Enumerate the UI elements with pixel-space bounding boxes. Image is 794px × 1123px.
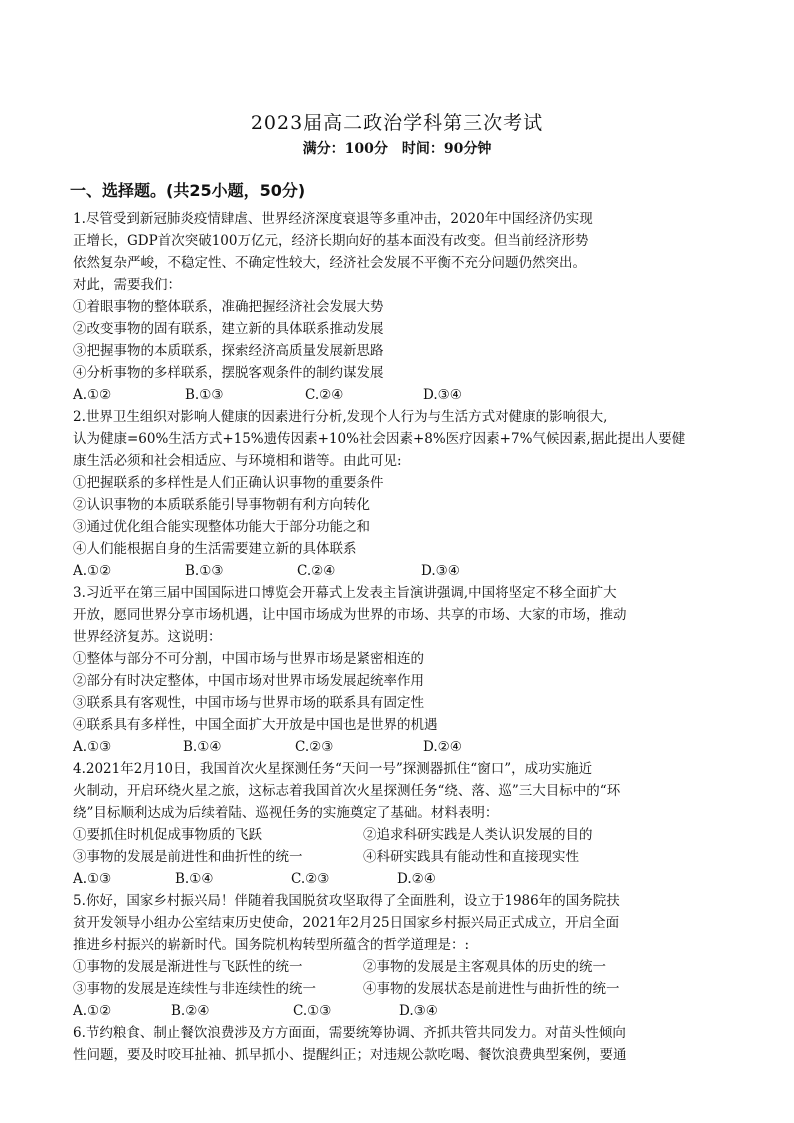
choice-c: C.②④ xyxy=(297,563,336,579)
question-1-option: ①着眼事物的整体联系，准确把握经济社会发展大势 xyxy=(73,299,384,315)
question-4-stem-line: 火制动，开启环绕火星之旅，这标志着我国首次火星探测任务“绕、落、巡”三大目标中的“环 xyxy=(73,783,621,799)
question-2-option: ②认识事物的本质联系能引导事物朝有利方向转化 xyxy=(73,497,370,513)
question-list xyxy=(73,208,723,1066)
choice-d: D.③④ xyxy=(421,563,460,579)
question-6-stem-line: 6.节约粮食、制止餐饮浪费涉及方方面面，需要统筹协调、齐抓共管共同发力。对苗头性倾向 xyxy=(73,1025,626,1041)
question-5-option-row xyxy=(73,978,723,1000)
exam-title: 2023届高二政治学科第三次考试 xyxy=(250,112,544,134)
question-1-option: ③把握事物的本质联系，探索经济高质量发展新思路 xyxy=(73,343,384,359)
question-2-option: ③通过优化组合能实现整体功能大于部分功能之和 xyxy=(73,519,370,535)
question-1-option: ④分析事物的多样联系，摆脱客观条件的制约谋发展 xyxy=(73,365,384,381)
question-4-option: ④科研实践具有能动性和直接现实性 xyxy=(363,849,579,865)
choice-c: C.②③ xyxy=(291,871,330,887)
question-5-choices xyxy=(73,1000,723,1022)
question-5-option: ①事物的发展是渐进性与飞跃性的统一 xyxy=(73,959,303,975)
choice-d: D.②④ xyxy=(423,739,462,755)
question-4-stem-line: 4.2021年2月10日，我国首次火星探测任务“天问一号”探测器抓住“窗口”，成功实施近 xyxy=(73,761,593,777)
question-5-stem-line: 推进乡村振兴的崭新时代。国务院机构转型所蕴含的哲学道理是：: xyxy=(73,937,470,953)
question-5-stem-line: 5.你好，国家乡村振兴局！伴随着我国脱贫攻坚取得了全面胜利，设立于1986年的国务院扶 xyxy=(73,893,620,909)
question-4-choices xyxy=(73,868,723,890)
question-3-option: ②部分有时决定整体，中国市场对世界市场发展起统率作用 xyxy=(73,673,424,689)
question-1-stem-line: 1.尽管受到新冠肺炎疫情肆虐、世界经济深度衰退等多重冲击，2020年中国经济仍实现 xyxy=(73,211,593,227)
choice-a: A.①③ xyxy=(73,871,112,887)
question-2-stem-line: 康生活必须和社会相适应、与环境相和谐等。由此可见: xyxy=(73,453,402,469)
choice-a: A.①② xyxy=(73,1003,112,1019)
question-1-stem-line: 依然复杂严峻，不稳定性、不确定性较大，经济社会发展不平衡不充分问题仍然突出。 xyxy=(73,255,586,271)
choice-b: B.①③ xyxy=(185,563,224,579)
question-2-option: ①把握联系的多样性是人们正确认识事物的重要条件 xyxy=(73,475,384,491)
question-5-option: ④事物的发展状态是前进性与曲折性的统一 xyxy=(363,981,620,997)
question-3-stem-line: 世界经济复苏。这说明： xyxy=(73,629,222,645)
question-4-option: ②追求科研实践是人类认识发展的目的 xyxy=(363,827,593,843)
question-3-choices xyxy=(73,736,723,758)
question-2-option: ④人们能根据自身的生活需要建立新的具体联系 xyxy=(73,541,357,557)
choice-a: A.①③ xyxy=(73,739,112,755)
question-1-option: ②改变事物的固有联系，建立新的具体联系推动发展 xyxy=(73,321,384,337)
question-3-option: ①整体与部分不可分割，中国市场与世界市场是紧密相连的 xyxy=(73,651,424,667)
question-5-option-row xyxy=(73,956,723,978)
question-5-stem-line: 贫开发领导小组办公室结束历史使命，2021年2月25日国家乡村振兴局正式成立，开启全面 xyxy=(73,915,620,931)
question-6-stem-line: 性问题，要及时咬耳扯袖、抓早抓小、提醒纠正；对违规公款吃喝、餐饮浪费典型案例，要通 xyxy=(73,1047,627,1063)
choice-c: C.②④ xyxy=(305,387,344,403)
question-2-choices xyxy=(73,560,723,582)
question-3-option: ③联系具有客观性，中国市场与世界市场的联系具有固定性 xyxy=(73,695,424,711)
choice-a: A.①② xyxy=(73,563,112,579)
choice-d: D.②④ xyxy=(397,871,436,887)
choice-d: D.③④ xyxy=(423,387,462,403)
question-4-option-row xyxy=(73,824,723,846)
question-4-stem-line: 绕”目标顺利达成为后续着陆、巡视任务的实施奠定了基础。材料表明： xyxy=(73,805,499,821)
choice-c: C.②③ xyxy=(295,739,334,755)
question-4-option-row xyxy=(73,846,723,868)
exam-subtitle: 满分：100分 时间：90分钟 xyxy=(302,141,492,157)
question-5-option: ②事物的发展是主客观具体的历史的统一 xyxy=(363,959,606,975)
question-4-option: ①要抓住时机促成事物质的飞跃 xyxy=(73,827,262,843)
choice-b: B.②④ xyxy=(171,1003,210,1019)
question-1-choices xyxy=(73,384,723,406)
choice-b: B.①④ xyxy=(175,871,214,887)
section-heading: 一、选择题。(共25小题，50分) xyxy=(70,181,306,200)
choice-a: A.①② xyxy=(73,387,112,403)
question-4-option: ③事物的发展是前进性和曲折性的统一 xyxy=(73,849,303,865)
question-1-stem-line: 正增长，GDP首次突破100万亿元，经济长期向好的基本面没有改变。但当前经济形势 xyxy=(73,233,589,249)
choice-d: D.③④ xyxy=(399,1003,438,1019)
question-3-option: ④联系具有多样性，中国全面扩大开放是中国也是世界的机遇 xyxy=(73,717,438,733)
choice-b: B.①③ xyxy=(185,387,224,403)
question-2-stem-line: 认为健康=60%生活方式+15%遗传因素+10%社会因素+8%医疗因素+7%气候因素,据此提出人要健 xyxy=(73,431,686,447)
question-2-stem-line: 2.世界卫生组织对影响人健康的因素进行分析,发现个人行为与生活方式对健康的影响很大, xyxy=(73,409,608,425)
question-5-option: ③事物的发展是连续性与非连续性的统一 xyxy=(73,981,316,997)
question-3-stem-line: 3.习近平在第三届中国国际进口博览会开幕式上发表主旨演讲强调,中国将坚定不移全面扩大 xyxy=(73,585,617,601)
question-3-stem-line: 开放，愿同世界分享市场机遇，让中国市场成为世界的市场、共享的市场、大家的市场，推动 xyxy=(73,607,627,623)
question-1-stem-line: 对此，需要我们： xyxy=(73,277,181,293)
choice-b: B.①④ xyxy=(183,739,222,755)
choice-c: C.①③ xyxy=(293,1003,332,1019)
